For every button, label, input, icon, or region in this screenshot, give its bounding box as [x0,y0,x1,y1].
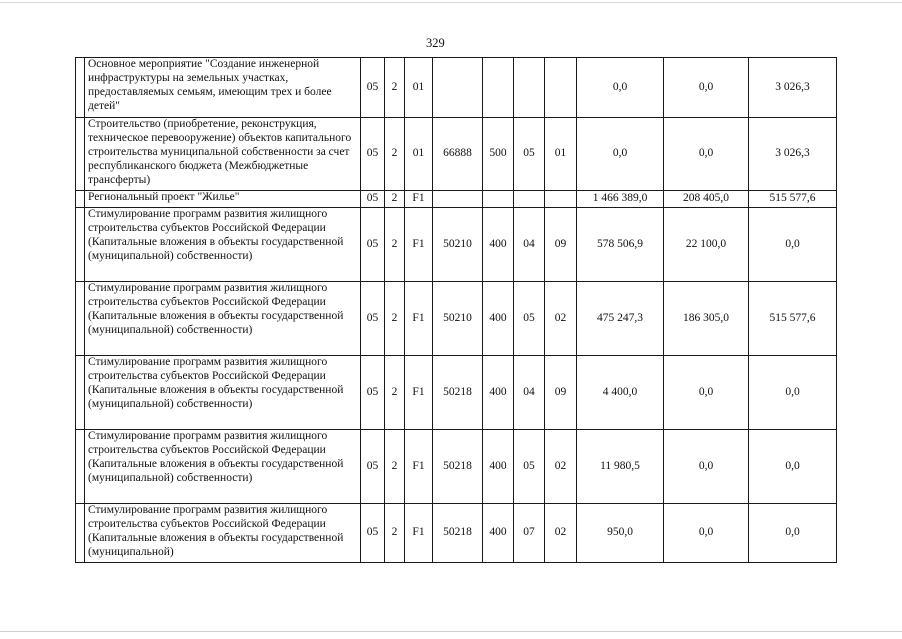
code-event: F1 [405,430,433,504]
budget-table [75,57,837,563]
code-subsection: 09 [545,356,577,430]
code-chapter: 05 [514,118,545,191]
code-subsection [545,58,577,118]
code-section: 05 [361,191,385,208]
code-direction [433,58,483,118]
amount-year-1: 950,0 [577,504,664,563]
table-row [76,58,837,118]
code-subsection: 09 [545,208,577,282]
empty-cell [76,282,85,356]
row-name: Стимулирование программ развития жилищного строительства субъектов Российской Федерации (Капитальные вложения в объекты государственной (муниципальной) собственности) [85,282,361,356]
amount-year-2: 0,0 [664,504,749,563]
amount-year-2: 0,0 [664,118,749,191]
amount-year-3: 3 026,3 [749,118,837,191]
code-expense-type: 400 [483,430,514,504]
empty-cell [76,356,85,430]
code-subprogram: 2 [385,191,405,208]
empty-cell [76,191,85,208]
table-row [76,504,837,563]
code-expense-type [483,191,514,208]
code-subsection: 02 [545,282,577,356]
row-name: Строительство (приобретение, реконструкция, техническое перевооружение) объектов капитального строительства муниципальной собственности за счет республиканского бюджета (Межбюджетные трансферты) [85,118,361,191]
row-name: Основное мероприятие "Создание инженерной инфраструктуры на земельных участках, предоставляемых семьям, имеющим трех и более детей" [85,58,361,118]
code-subprogram: 2 [385,430,405,504]
code-chapter: 04 [514,208,545,282]
row-name: Стимулирование программ развития жилищного строительства субъектов Российской Федерации (Капитальные вложения в объекты государственной (муниципальной) [85,504,361,563]
code-event: 01 [405,118,433,191]
table-row [76,282,837,356]
amount-year-3: 515 577,6 [749,191,837,208]
code-subprogram: 2 [385,356,405,430]
empty-cell [76,58,85,118]
page-number: 329 [426,36,445,50]
code-direction: 50218 [433,356,483,430]
code-subprogram: 2 [385,118,405,191]
amount-year-2: 186 305,0 [664,282,749,356]
amount-year-1: 475 247,3 [577,282,664,356]
code-event: 01 [405,58,433,118]
amount-year-1: 0,0 [577,118,664,191]
amount-year-1: 0,0 [577,58,664,118]
code-section: 05 [361,504,385,563]
code-subsection: 02 [545,430,577,504]
code-section: 05 [361,430,385,504]
table-row [76,118,837,191]
code-direction: 50218 [433,504,483,563]
row-name: Стимулирование программ развития жилищного строительства субъектов Российской Федерации (Капитальные вложения в объекты государственной (муниципальной) собственности) [85,430,361,504]
amount-year-1: 1 466 389,0 [577,191,664,208]
code-event: F1 [405,356,433,430]
code-subsection: 01 [545,118,577,191]
amount-year-3: 0,0 [749,504,837,563]
code-expense-type: 400 [483,356,514,430]
amount-year-1: 4 400,0 [577,356,664,430]
empty-cell [76,118,85,191]
amount-year-2: 208 405,0 [664,191,749,208]
code-chapter [514,58,545,118]
amount-year-1: 578 506,9 [577,208,664,282]
code-direction [433,191,483,208]
code-event: F1 [405,208,433,282]
row-name: Стимулирование программ развития жилищного строительства субъектов Российской Федерации (Капитальные вложения в объекты государственной (муниципальной) собственности) [85,208,361,282]
code-expense-type: 500 [483,118,514,191]
table-row [76,208,837,282]
code-subsection: 02 [545,504,577,563]
amount-year-2: 0,0 [664,58,749,118]
amount-year-1: 11 980,5 [577,430,664,504]
amount-year-2: 0,0 [664,356,749,430]
code-section: 05 [361,118,385,191]
amount-year-2: 22 100,0 [664,208,749,282]
code-chapter: 04 [514,356,545,430]
table-row [76,356,837,430]
empty-cell [76,504,85,563]
row-name: Региональный проект "Жилье" [85,191,361,208]
code-chapter [514,191,545,208]
table-row [76,191,837,208]
amount-year-3: 515 577,6 [749,282,837,356]
amount-year-3: 3 026,3 [749,58,837,118]
code-expense-type: 400 [483,504,514,563]
amount-year-3: 0,0 [749,356,837,430]
code-chapter: 05 [514,430,545,504]
code-direction: 50210 [433,282,483,356]
code-direction: 50218 [433,430,483,504]
code-direction: 66888 [433,118,483,191]
code-section: 05 [361,208,385,282]
code-section: 05 [361,282,385,356]
table-row [76,430,837,504]
amount-year-3: 0,0 [749,430,837,504]
code-chapter: 07 [514,504,545,563]
code-subprogram: 2 [385,282,405,356]
code-direction: 50210 [433,208,483,282]
code-event: F1 [405,191,433,208]
code-event: F1 [405,504,433,563]
empty-cell [76,430,85,504]
code-subsection [545,191,577,208]
code-event: F1 [405,282,433,356]
top-scan-edge [0,2,902,3]
bottom-scan-edge [0,631,902,632]
code-section: 05 [361,58,385,118]
code-chapter: 05 [514,282,545,356]
code-expense-type [483,58,514,118]
amount-year-2: 0,0 [664,430,749,504]
code-section: 05 [361,356,385,430]
empty-cell [76,208,85,282]
code-subprogram: 2 [385,208,405,282]
row-name: Стимулирование программ развития жилищного строительства субъектов Российской Федерации (Капитальные вложения в объекты государственной (муниципальной) собственности) [85,356,361,430]
amount-year-3: 0,0 [749,208,837,282]
code-subprogram: 2 [385,504,405,563]
code-expense-type: 400 [483,282,514,356]
code-expense-type: 400 [483,208,514,282]
code-subprogram: 2 [385,58,405,118]
